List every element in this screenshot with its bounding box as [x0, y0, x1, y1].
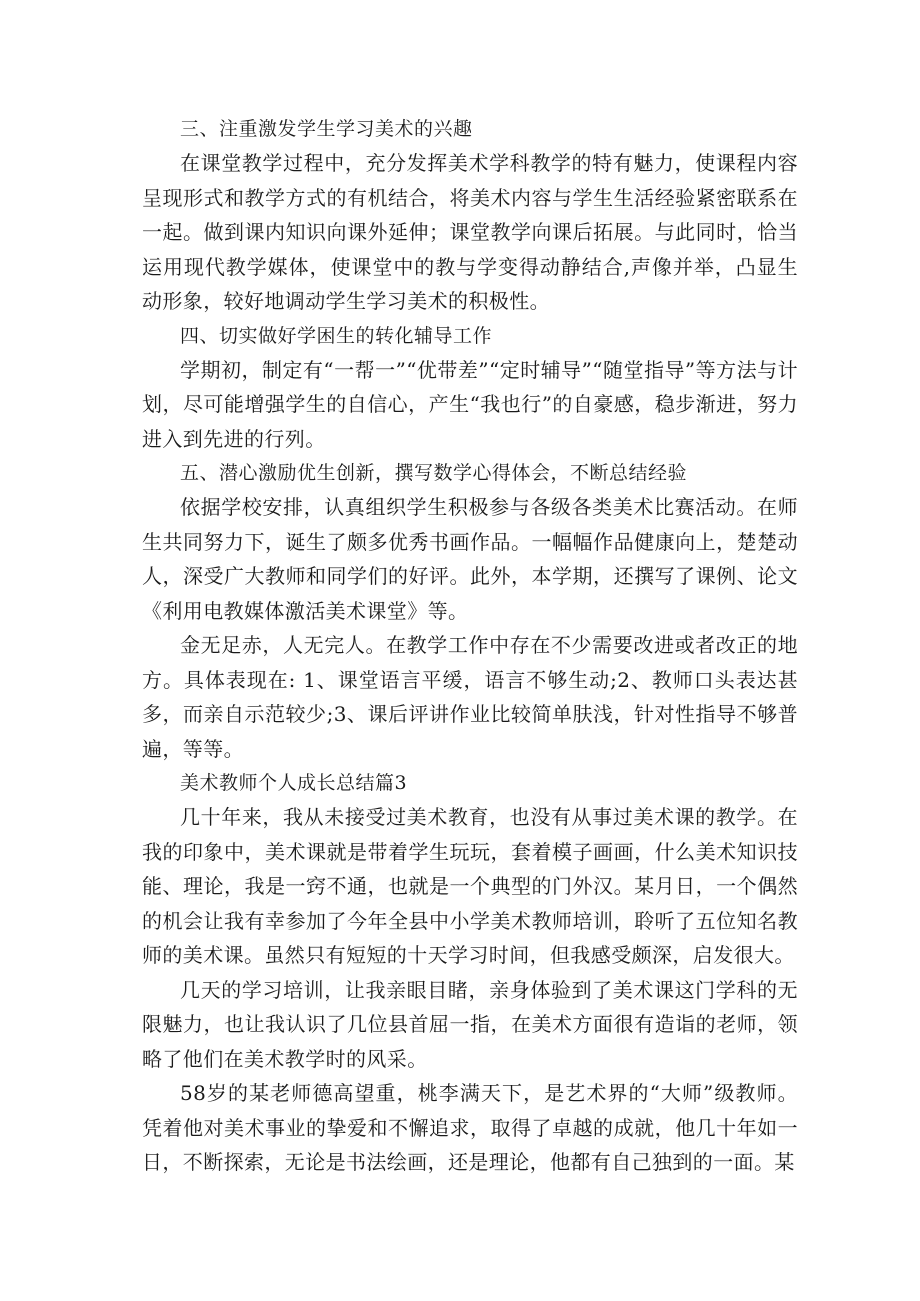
article-title: 美术教师个人成长总结篇3 — [180, 772, 408, 794]
paragraph: 几十年来，我从未接受过美术教育，也没有从事过美术课的教学。在我的印象中，美术课就是带着学生玩玩，套着模子画画，什么美术知识技能、理论，我是一窍不通，也就是一个典型的门外汉。某月日，一个偶然的机会让我有幸参加了今年全县中小学美术教师培训，聆听了五位知名教师的美术课。虽然只有短短的十天学习时间，但我感受颇深，启发很大。 — [142, 805, 798, 967]
paragraph: 金无足赤，人无完人。在教学工作中存在不少需要改进或者改正的地方。具体表现在: 1、课堂语言平缓，语言不够生动;2、教师口头表达甚多，而亲自示范较少;3、课后评讲作业比较简单肤浅，针对性指导不够普遍，等等。 — [142, 633, 798, 761]
paragraph: 在课堂教学过程中，充分发挥美术学科教学的特有魅力，使课程内容呈现形式和教学方式的有机结合，将美术内容与学生生活经验紧密联系在一起。做到课内知识向课外延伸；课堂教学向课后拓展。与此同时，恰当运用现代教学媒体，使课堂中的教与学变得动静结合,声像并举，凸显生动形象，较好地调动学生学习美术的积极性。 — [142, 151, 798, 313]
document-body — [142, 112, 798, 1180]
section-heading-5: 五、潜心激励优生创新，撰写数学心得体会，不断总结经验 — [180, 462, 688, 484]
section-heading-3: 三、注重激发学生学习美术的兴趣 — [180, 118, 473, 140]
paragraph: 58岁的某老师德高望重，桃李满天下，是艺术界的“大师”级教师。凭着他对美术事业的挚爱和不懈追求，取得了卓越的成就，他几十年如一日，不断探索，无论是书法绘画，还是理论，他都有自己独到的一面。某 — [142, 1081, 798, 1174]
paragraph: 几天的学习培训，让我亲眼目睹，亲身体验到了美术课这门学科的无限魅力，也让我认识了几位县首屈一指，在美术方面很有造诣的老师，领略了他们在美术教学时的风采。 — [142, 977, 798, 1071]
paragraph: 依据学校安排，认真组织学生积极参与各级各类美术比赛活动。在师生共同努力下，诞生了颇多优秀书画作品。一幅幅作品健康向上，楚楚动人，深受广大教师和同学们的好评。此外，本学期，还撰写了课例、论文《利用电教媒体激活美术课堂》等。 — [142, 495, 798, 623]
paragraph: 学期初，制定有“一帮一”“优带差”“定时辅导”“随堂指导”等方法与计划，尽可能增强学生的自信心，产生“我也行”的自豪感，稳步渐进，努力进入到先进的行列。 — [142, 357, 798, 451]
section-heading-4: 四、切实做好学困生的转化辅导工作 — [180, 324, 493, 347]
